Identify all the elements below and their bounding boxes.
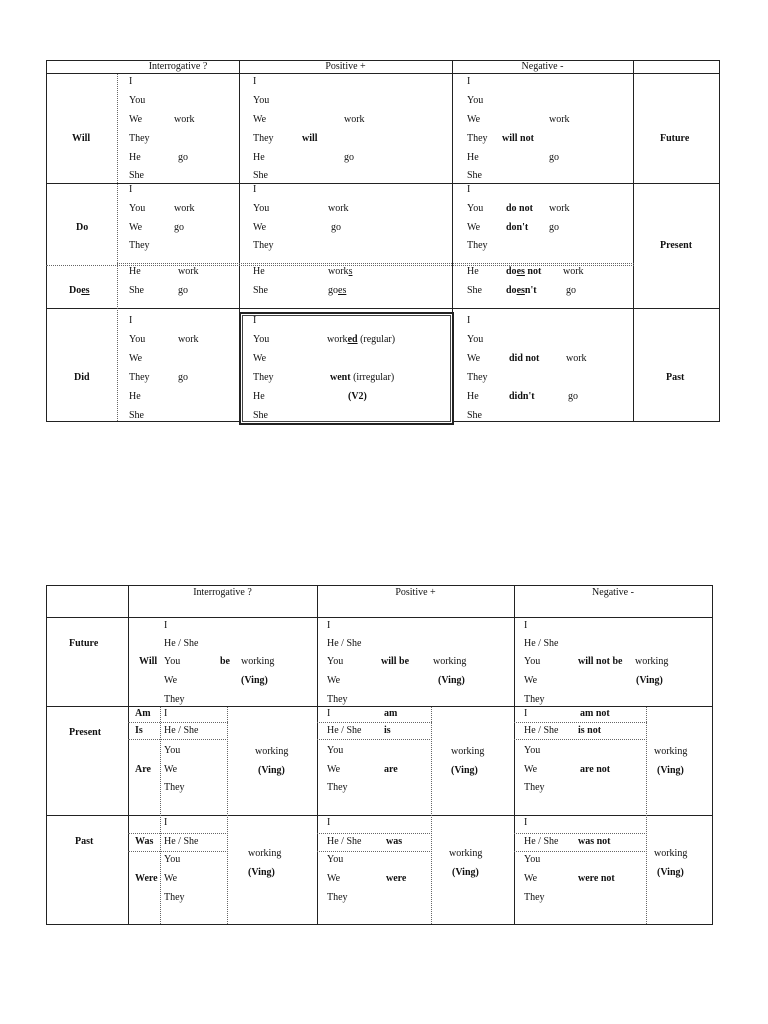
aux-do: Do <box>76 222 89 233</box>
did-int-verb-work: work <box>178 334 199 345</box>
t2-past-int-working: working <box>248 848 282 859</box>
positive-past-highlight-box <box>239 312 454 425</box>
header-negative: Negative - <box>521 61 564 72</box>
will-int-verb-work: work <box>174 114 195 125</box>
does-pos-pronoun-he: He <box>253 266 265 277</box>
t2-present-pos-am: am <box>384 708 398 719</box>
did-pos-verb-went: went (irregular) <box>330 372 395 383</box>
will-neg-aux: will not <box>502 133 534 144</box>
did-neg-aux-didnt: didn't <box>509 391 535 402</box>
does-int-verb-go: go <box>178 285 188 296</box>
tense-future: Future <box>660 133 690 144</box>
t2-past-pos-ving: (Ving) <box>452 867 479 878</box>
does-neg-verb-work: work <box>563 266 584 277</box>
will-int-verb-go: go <box>178 152 188 163</box>
t2-future-int-will: Will <box>139 656 158 667</box>
does-int-pronoun-she: She <box>129 285 144 296</box>
t2-future-neg-ving: (Ving) <box>636 675 663 686</box>
t2-present-neg-is: is not <box>578 725 602 736</box>
t2-present-neg-ving: (Ving) <box>657 765 684 776</box>
do-neg-verb-work: work <box>549 203 570 214</box>
t2-tense-past: Past <box>75 836 94 847</box>
t2-future-pos-working: working <box>433 656 467 667</box>
t2-present-pos-ving: (Ving) <box>451 765 478 776</box>
do-neg-aux-do-not: do not <box>506 203 533 214</box>
t2-header-negative: Negative - <box>592 587 634 598</box>
do-int-verb-work: work <box>174 203 195 214</box>
t2-present-pos-working: working <box>451 746 485 757</box>
t2-tense-present: Present <box>69 727 102 738</box>
t2-past-pos-was: was <box>386 836 403 847</box>
does-pos-verb-goes: goes <box>328 285 347 296</box>
aux-does: Does <box>69 285 90 296</box>
t2-present-aux-am: Am <box>135 708 151 719</box>
t2-present-int-working: working <box>255 746 289 757</box>
t2-past-pos-working: working <box>449 848 483 859</box>
do-neg-aux-dont: don't <box>506 222 529 233</box>
t2-past-aux-was: Was <box>135 836 154 847</box>
t2-future-int-working: working <box>241 656 275 667</box>
will-neg-verb-work: work <box>549 114 570 125</box>
do-pos-verb-go: go <box>331 222 341 233</box>
does-int-verb-work: work <box>178 266 199 277</box>
t2-past-int-ving: (Ving) <box>248 867 275 878</box>
t2-future-int-be: be <box>220 656 230 667</box>
header-positive: Positive + <box>325 61 366 72</box>
will-pos-aux: will <box>302 133 318 144</box>
t2-future-neg-aux: will not be <box>578 656 623 667</box>
t2-past-neg-were: were not <box>578 873 615 884</box>
t2-past-aux-were: Were <box>135 873 158 884</box>
does-neg-aux-doesnt: doesn't <box>506 285 537 296</box>
do-neg-verb-go: go <box>549 222 559 233</box>
t2-present-neg-are: are not <box>580 764 611 775</box>
t2-past-neg-working: working <box>654 848 688 859</box>
t2-present-aux-is: Is <box>135 725 143 736</box>
did-neg-verb-work: work <box>566 353 587 364</box>
t2-present-neg-working: working <box>654 746 688 757</box>
header-interrogative: Interrogative ? <box>148 61 208 72</box>
does-neg-pronoun-he: He <box>467 266 479 277</box>
t2-past-neg-was: was not <box>578 836 611 847</box>
t2-future-int-ving: (Ving) <box>241 675 268 686</box>
t2-future-pos-aux: will be <box>381 656 410 667</box>
t2-present-pos-are: are <box>384 764 398 775</box>
do-int-verb-go: go <box>174 222 184 233</box>
tense-past: Past <box>666 372 685 383</box>
did-int-verb-go: go <box>178 372 188 383</box>
t2-present-int-ving: (Ving) <box>258 765 285 776</box>
did-neg-verb-go: go <box>568 391 578 402</box>
does-pos-verb-works: works <box>328 266 353 277</box>
t2-present-neg-am: am not <box>580 708 610 719</box>
t2-tense-future: Future <box>69 638 99 649</box>
did-pos-v2-tag: (V2) <box>348 391 367 402</box>
aux-will: Will <box>72 133 91 144</box>
does-neg-verb-go: go <box>566 285 576 296</box>
t2-header-interrogative: Interrogative ? <box>193 587 252 598</box>
t2-past-neg-ving: (Ving) <box>657 867 684 878</box>
did-neg-aux-did-not: did not <box>509 353 540 364</box>
aux-did: Did <box>74 372 90 383</box>
t2-future-pos-ving: (Ving) <box>438 675 465 686</box>
t2-past-pos-were: were <box>386 873 407 884</box>
t2-header-positive: Positive + <box>395 587 436 598</box>
does-neg-pronoun-she: She <box>467 285 482 296</box>
tense-present: Present <box>660 240 693 251</box>
do-pos-verb-work: work <box>328 203 349 214</box>
t2-present-aux-are: Are <box>135 764 151 775</box>
does-neg-aux-does-not: does not <box>506 266 542 277</box>
t2-present-pos-is: is <box>384 725 391 736</box>
did-pos-verb-worked: worked (regular) <box>327 334 396 345</box>
will-pos-verb-work: work <box>344 114 365 125</box>
does-int-pronoun-he: He <box>129 266 141 277</box>
will-pos-verb-go: go <box>344 152 354 163</box>
will-neg-verb-go: go <box>549 152 559 163</box>
does-pos-pronoun-she: She <box>253 285 268 296</box>
t2-future-neg-working: working <box>635 656 669 667</box>
